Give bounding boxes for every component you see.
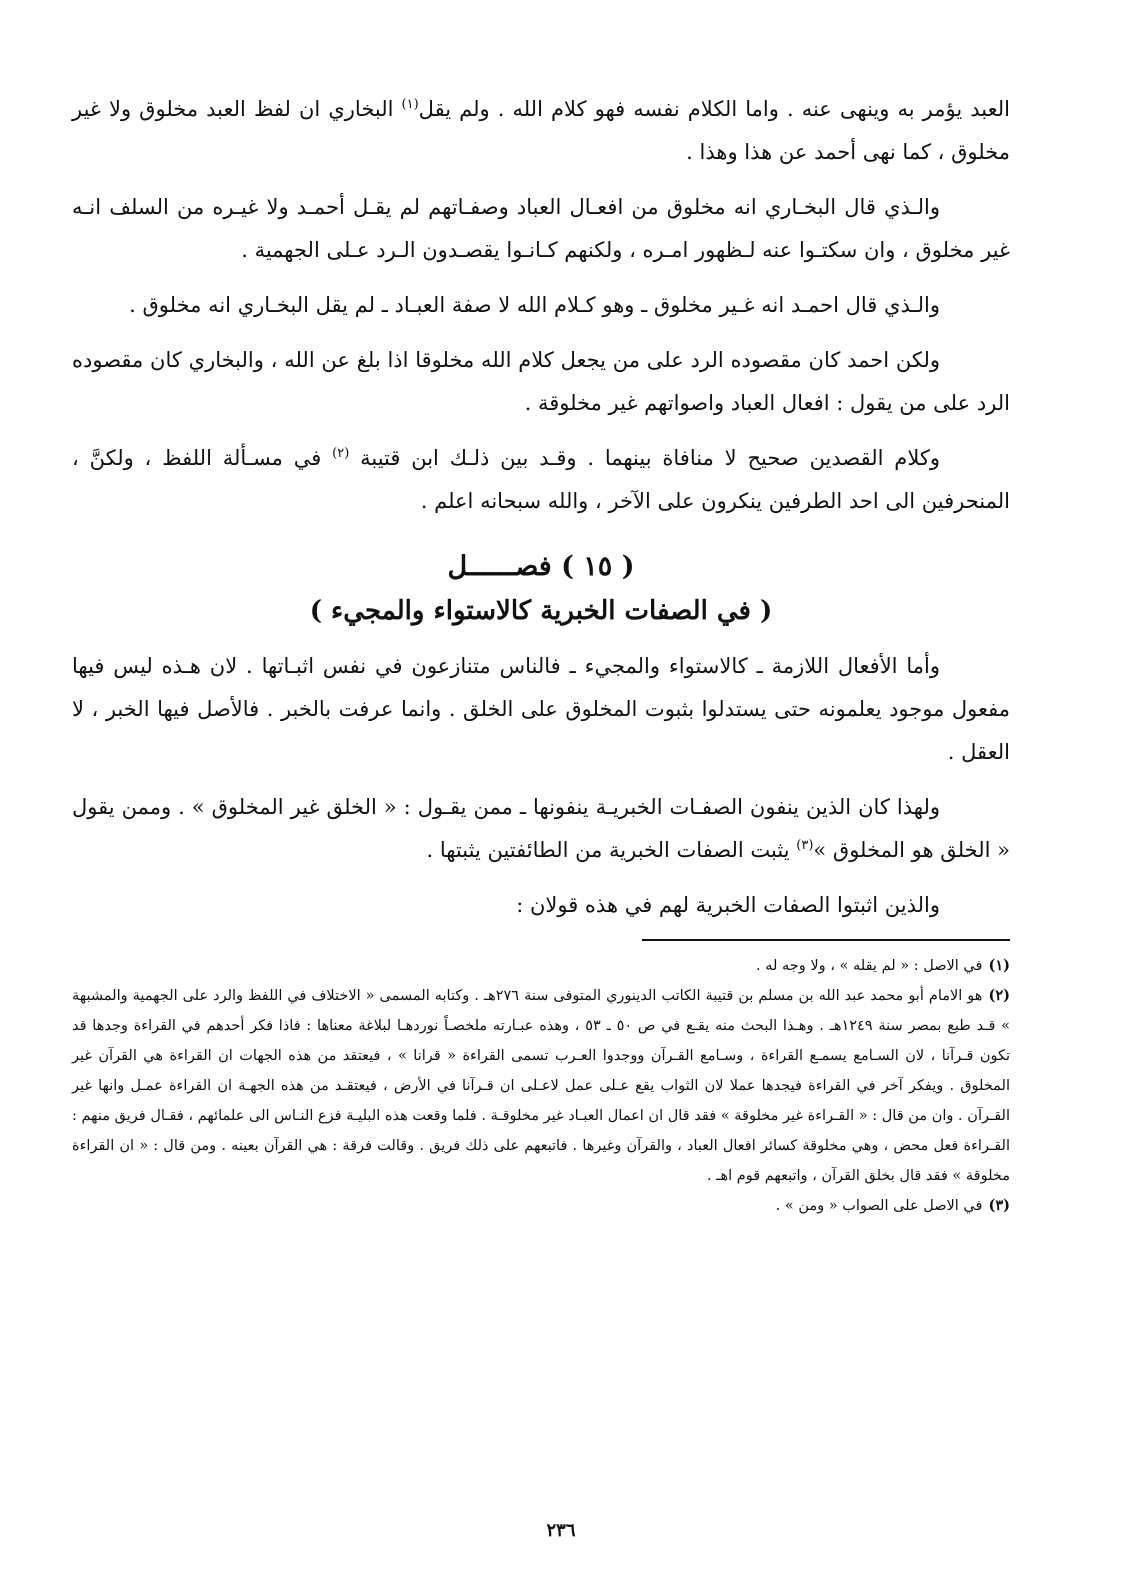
paragraph-4: ولكن احمد كان مقصوده الرد على من يجعل كلام الله مخلوقا اذا بلغ عن الله ، والبخاري كان مقصوده الرد على من يقول : افعال العباد واصواتهم غير مخلوقة . bbox=[72, 348, 1010, 415]
paragraph-text: ولهذا كان الذين ينفون الصفـات الخبريـة ينفونها ـ ممن يقـول : « الخلق غير المخلوق » . وممن يقول « الخلق هو المخلوق » bbox=[72, 795, 1010, 862]
paragraph-text: العبد يؤمر به وينهى عنه . واما الكلام نفسه فهو كلام الله . ولم يقل bbox=[418, 97, 1011, 121]
footnote-number: (١) bbox=[988, 957, 1010, 974]
footnote-3 bbox=[72, 1191, 1010, 1221]
paragraph-2: والـذي قال البخـاري انه مخلوق من افعـال العباد وصفـاتهم لم يقـل أحمـد ولا غيـره من السلف انـه غير مخلوق ، وان سكتـوا عنه لـظهور امـره ، ولكنهم كـانـوا يقصـدون الـرد عـلى الجهمية . bbox=[72, 195, 1010, 262]
footnote-text: هو الامام أبو محمد عبد الله بن مسلم بن قتيبة الكاتب الدينوري المتوفى سنة ٢٧٦هـ . وكتابه المسمى « الاختلاف في اللفظ والرد على الجهمية والمشبهة » قـد طبع بمصر سنة ١٢٤٩هـ . وهـذا البحث منه يقـع في ص ٥٠ ـ ٥٣ ، وهذه عبـارته ملخصـاً نوردهـا لبلاغة معناها : فاذا فكر أحدهم في القراءة وجدها قد تكون قـرآنا ، لان السـامع يسمـع القراءة ، وسـامع القـرآن ووجدوا العـرب تسمى القراءة « قرانا » ، فيعتقد من هذه الجهات ان القراءة هي القرآن غير المخلوق . ويفكر آخر في القراءة فيجدها عملا لان الثواب يقع عـلى عمل لاعـلى ان قـرآنا في الأرض ، فيعتقـد من هذه الجهـة ان القراءة عمـل وانها غير القـرآن . وان من قال : « القـراءة غير مخلوقة » فقد قال ان اعمال العبـاد غير مخلوقـة . فلما وقعت هذه البليـة فزع النـاس الى علمائهم ، فقـال فريق منهم : القـراءة فعل محض ، وهي مخلوقة كسائر افعال العباد ، والقرآن وغيرها . فاتبعهم على ذلك فريق . وقالت فرقة : هي القرآن بعينه . ومن قال : « ان القراءة مخلوقة » فقد قال بخلق القرآن ، واتبعهم قوم اهـ . bbox=[72, 988, 1011, 1184]
footnote-number: (٢) bbox=[988, 987, 1010, 1004]
paragraph-text: البخاري ان لفظ العبد مخلوق ولا غير مخلوق ، كما نهى أحمد عن هذا وهذا . bbox=[72, 97, 1010, 164]
footnote-2 bbox=[72, 981, 1010, 1191]
section-subtitle: ( في الصفات الخبرية كالاستواء والمجيء ) bbox=[309, 596, 773, 626]
page-number: ٢٣٦ bbox=[546, 1520, 576, 1541]
footnote-ref-3: (٣) bbox=[796, 838, 814, 853]
paragraph-text: في مسـألة اللفظ ، ولكنَّ ، المنحرفين الى احد الطرفين ينكرون على الآخر ، والله سبحانه اعلم . bbox=[72, 446, 1010, 513]
footnote-number: (٣) bbox=[988, 1197, 1010, 1214]
paragraph-1 bbox=[72, 88, 1010, 174]
section-title: ( ١٥ ) فصــــــل bbox=[447, 551, 635, 582]
paragraph-6: وأما الأفعال اللازمة ـ كالاستواء والمجيء ـ فالناس متنازعون في نفس اثبـاتها . لان هـذه ليس فيها مفعول موجود يعلمونه حتى يستدلوا بثبوت المخلوق على الخلق . وانما عرفت بالخبر . فالأصل فيها الخبر ، لا العقل . bbox=[72, 654, 1010, 764]
paragraph-3: والـذي قال احمـد انه غـير مخلوق ـ وهو كـلام الله لا صفة العبـاد ـ لم يقل البخـاري انه مخلوق . bbox=[129, 293, 940, 317]
footnote-text: في الاصل على الصواب « ومن » . bbox=[775, 1198, 983, 1214]
paragraph-5 bbox=[72, 437, 1010, 523]
paragraph-7 bbox=[72, 786, 1010, 872]
paragraph-8: والذين اثبتوا الصفات الخبرية لهم في هذه قولان : bbox=[516, 893, 940, 917]
footnote-ref-1: (١) bbox=[401, 97, 419, 112]
footnotes bbox=[72, 951, 1010, 1221]
paragraph-text: وكلام القصدين صحيح لا منافاة بينهما . وقـد بين ذلـك ابن قتيبة bbox=[349, 446, 940, 470]
footnote-text: في الاصل : « لم يقله » ، ولا وجه له . bbox=[756, 958, 983, 974]
paragraph-text: يثبت الصفات الخبرية من الطائفتين يثبتها . bbox=[426, 838, 797, 862]
footnote-1 bbox=[72, 951, 1010, 981]
footnote-divider bbox=[642, 939, 1010, 941]
footnote-ref-2: (٢) bbox=[332, 446, 350, 461]
